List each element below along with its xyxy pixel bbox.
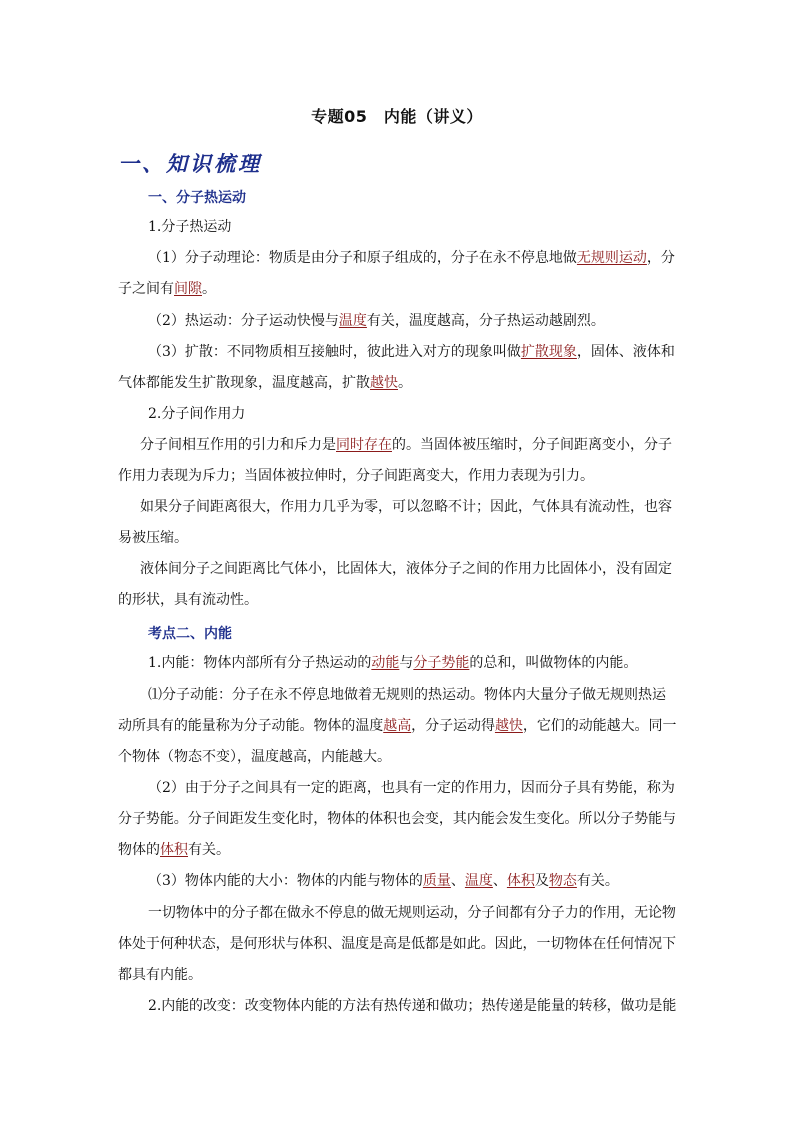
answer-blank: 温度 xyxy=(338,313,367,329)
text-line: 体处于何种状态，是何形状与体积、温度是高是低都是如此。因此，一切物体在任何情况下 xyxy=(118,936,676,952)
text-line: 物体的体积有关。 xyxy=(118,842,230,858)
answer-blank: 质量 xyxy=(422,873,451,889)
text-line: 的形状，具有流动性。 xyxy=(118,592,258,608)
text-line: 子之间有间隙。 xyxy=(118,281,216,297)
part1-heading: 一、分子热运动 xyxy=(148,190,246,206)
text-line: 易被压缩。 xyxy=(118,530,188,546)
answer-blank: 越快 xyxy=(494,718,523,734)
answer-blank: 体积 xyxy=(160,842,188,858)
text-line: （2）由于分子之间具有一定的距离，也具有一定的作用力，因而分子具有势能，称为 xyxy=(148,780,675,796)
text-line: ⑴分子动能：分子在永不停息地做着无规则的热运动。物体内大量分子做无规则热运 xyxy=(148,687,666,703)
answer-blank: 间隙 xyxy=(174,281,202,297)
text-line: 如果分子间距离很大，作用力几乎为零，可以忽略不计；因此，气体具有流动性，也容 xyxy=(140,499,672,515)
answer-blank: 越高 xyxy=(383,718,412,734)
answer-blank: 越快 xyxy=(370,375,398,391)
answer-blank: 无规则运动 xyxy=(576,250,647,266)
text-line: 作用力表现为斥力；当固体被拉伸时，分子间距离变大，作用力表现为引力。 xyxy=(118,468,594,484)
answer-blank: 体积 xyxy=(506,873,535,889)
text-line: 液体间分子之间距离比气体小，比固体大，液体分子之间的作用力比固体小，没有固定 xyxy=(140,561,672,577)
text-line: 分子间相互作用的引力和斥力是同时存在的。当固体被压缩时，分子间距离变小，分子 xyxy=(140,437,672,453)
text-line: 分子势能。分子间距发生变化时，物体的体积也会变，其内能会发生变化。所以分子势能与 xyxy=(118,811,676,827)
text-line: （3）扩散：不同物质相互接触时，彼此进入对方的现象叫做扩散现象，固体、液体和 xyxy=(148,344,675,360)
answer-blank: 物态 xyxy=(548,873,577,889)
text-line: 都具有内能。 xyxy=(118,967,202,983)
answer-blank: 分子势能 xyxy=(413,655,470,671)
text-line: 一切物体中的分子都在做永不停息的做无规则运动，分子间都有分子力的作用，无论物 xyxy=(148,905,676,921)
paragraph-label: 1.分子热运动 xyxy=(148,219,232,235)
text-line: （2）热运动：分子运动快慢与温度有关，温度越高，分子热运动越剧烈。 xyxy=(148,313,605,329)
part2-heading: 考点二、内能 xyxy=(148,626,232,642)
text-line: （3）物体内能的大小：物体的内能与物体的质量、温度、体积及物态有关。 xyxy=(148,873,619,889)
paragraph-label: 2.分子间作用力 xyxy=(148,406,246,422)
section-heading-knowledge: 一、知识梳理 xyxy=(118,151,262,176)
answer-blank: 同时存在 xyxy=(336,437,392,453)
text-line: 1.内能：物体内部所有分子热运动的动能与分子势能的总和，叫做物体的内能。 xyxy=(148,655,638,671)
text-line: 气体都能发生扩散现象，温度越高，扩散越快。 xyxy=(118,375,412,391)
answer-blank: 温度 xyxy=(464,873,493,889)
answer-blank: 扩散现象 xyxy=(520,344,577,360)
answer-blank: 动能 xyxy=(371,655,400,671)
text-line: 个物体（物态不变），温度越高，内能越大。 xyxy=(118,749,391,765)
document-title: 专题05 内能（讲义） xyxy=(311,107,483,126)
text-line: 动所具有的能量称为分子动能。物体的温度越高，分子运动得越快，它们的动能越大。同一 xyxy=(118,718,677,734)
text-line: （1）分子动理论：物质是由分子和原子组成的，分子在永不停息地做无规则运动，分 xyxy=(148,250,675,266)
text-line: 2.内能的改变：改变物体内能的方法有热传递和做功；热传递是能量的转移，做功是能 xyxy=(148,998,677,1014)
